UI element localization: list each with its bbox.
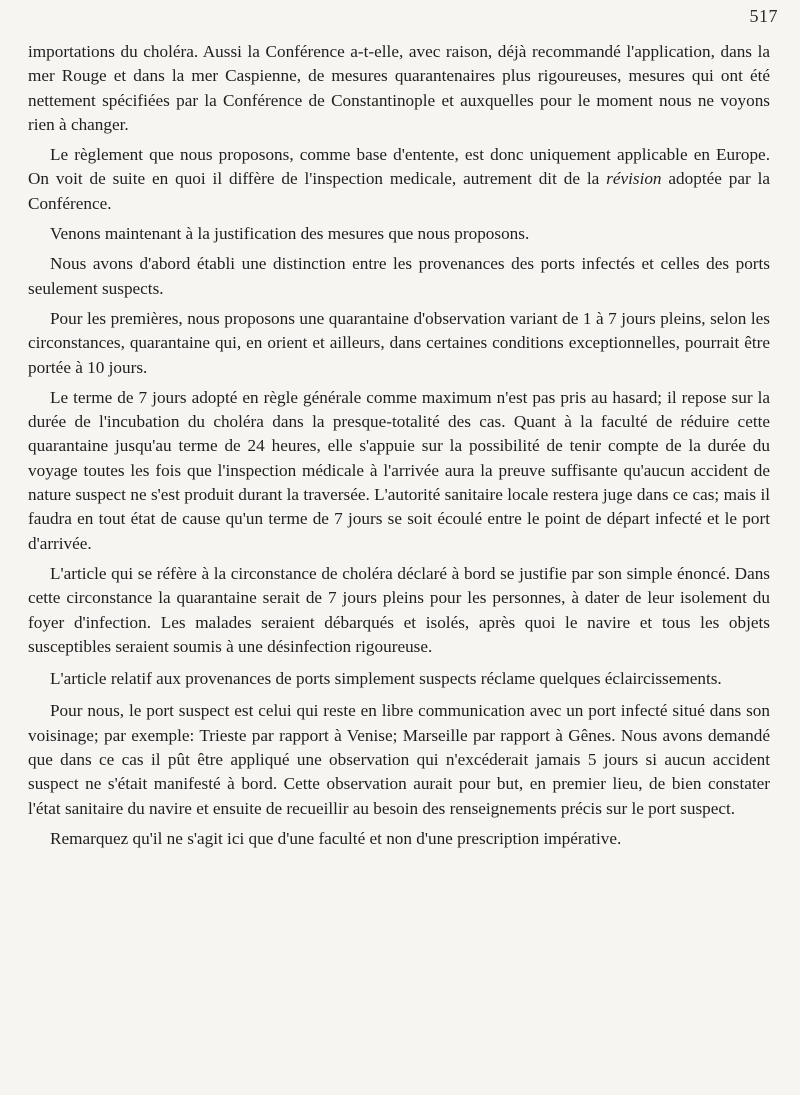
emphasis-revision: révision <box>606 169 662 189</box>
paragraph-cholera-a-bord: L'article qui se réfère à la circonstance de choléra déclaré à bord se justifie par son simple énoncé. Dans cette circonstance la quarantaine serait de 7 jours pleins pour les personnes, à dater de leur isolement du foyer d'infection. Les malades seraient débarqués et isolés, après quoi le navire et tous les objets susceptibles seraient soumis à une désinfection rigoureuse. <box>28 563 770 656</box>
paragraph-reglement <box>28 143 770 216</box>
paragraph-port-suspect-definition: Pour nous, le port suspect est celui qui reste en libre communication avec un port infecté situé dans son voisinage; par exemple: Trieste par rapport à Venise; Marseille par rapport à Gênes. Nous avons demandé que dans ce cas il pût être appliqué une observation qui n'excéderait jamais 5 jours si aucun accident suspect ne s'était manifesté à bord. Cette observation aurait pour but, en premier lieu, de bien constater l'état sanitaire du navire et ensuite de recueillir au besoin des renseignements précis sur le port suspect. <box>28 701 770 818</box>
paragraph-justification: Venons maintenant à la justification des mesures que nous proposons. <box>50 224 530 244</box>
paragraph-premieres: Pour les premières, nous proposons une quarantaine d'observation variant de 1 à 7 jours pleins, selon les circonstances, quarantaine qui, en orient et ailleurs, dans certaines conditions exceptionnelles, pourrait être portée à 10 jours. <box>28 308 770 377</box>
paragraph-continuation: importations du choléra. Aussi la Conférence a-t-elle, avec raison, déjà recommandé l'application, dans la mer Rouge et dans la mer Caspienne, de mesures quarantenaires plus rigoureuses, mesures qui ont été nettement spécifiées par la Conférence de Constantinople et auxquelles pour le moment nous ne voyons rien à changer. <box>28 42 770 134</box>
paragraph-ports-suspects: L'article relatif aux provenances de ports simplement suspects réclame quelques éclaircissements. <box>50 669 722 689</box>
paragraph-terme-7-jours: Le terme de 7 jours adopté en règle générale comme maximum n'est pas pris au hasard; il repose sur la durée de l'incubation du choléra dans la presque-totalité des cas. Quant à la faculté de réduire cette quarantaine jusqu'au terme de 24 heures, elle s'appuie sur la possibilité de tenir compte de la durée du voyage toutes les fois que l'inspection médicale à l'arrivée aura la preuve suffisante qu'aucun accident de nature suspect ne s'est produit durant la traversée. L'autorité sanitaire locale restera juge dans ce cas; mais il faudra en tout état de cause qu'un terme de 7 jours se soit écoulé entre le point de départ infecté et le port d'arrivée. <box>28 387 770 553</box>
paragraph-distinction: Nous avons d'abord établi une distinction entre les provenances des ports infectés et celles des ports seulement suspects. <box>28 254 770 298</box>
page-number: 517 <box>749 6 778 26</box>
paragraph-reglement-after: adoptée par la Conférence. <box>28 169 770 213</box>
paragraph-reglement-before: Le règlement que nous proposons, comme base d'entente, est donc uniquement applicable en Europe. On voit de suite en quoi il diffère de l'inspection medicale, autrement dit de la <box>28 145 770 189</box>
paragraph-remarquez: Remarquez qu'il ne s'agit ici que d'une faculté et non d'une prescription impérative. <box>50 828 622 848</box>
body-text <box>28 40 770 851</box>
